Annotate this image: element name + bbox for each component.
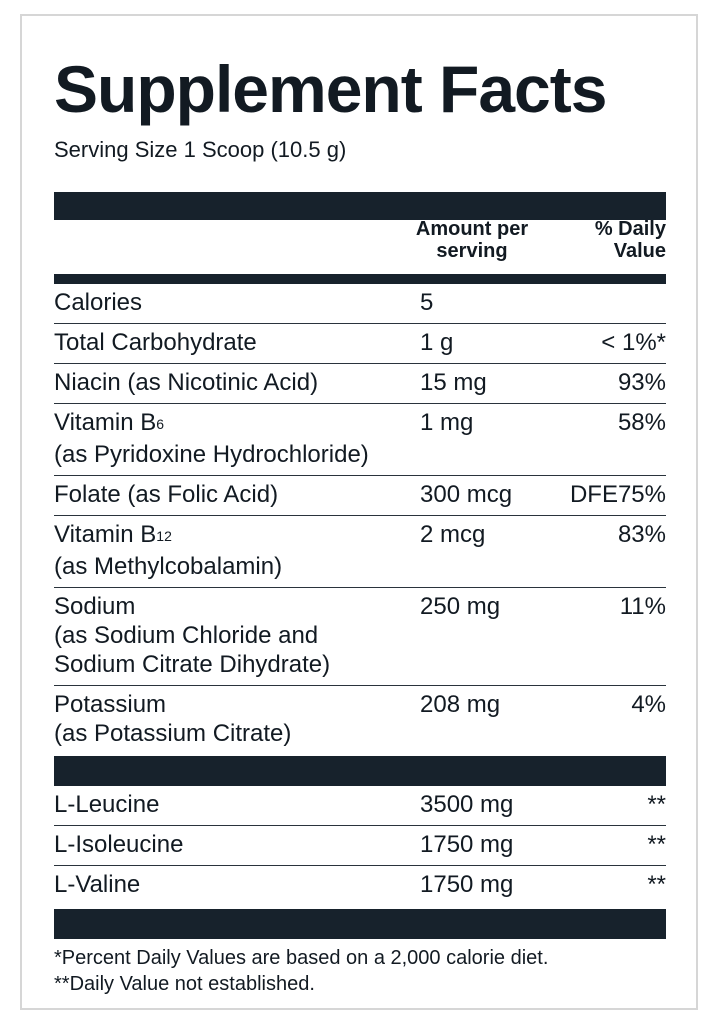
nutrient-amount: 208 mg	[420, 691, 501, 718]
nutrient-name: Total Carbohydrate	[54, 329, 257, 356]
amino-acid-name: L-Leucine	[54, 791, 160, 818]
nutrient-name: Niacin (as Nicotinic Acid)	[54, 369, 319, 396]
amount-per-serving-header: Amount per serving	[415, 218, 529, 262]
nutrient-row	[54, 516, 666, 588]
serving-size: Serving Size 1 Scoop (10.5 g)	[54, 137, 347, 162]
nutrient-amount: 15 mg	[420, 369, 487, 396]
nutrient-name-main: Vitamin B	[54, 409, 157, 436]
amino-acid-dv: **	[647, 791, 666, 818]
nutrient-dv: 83%	[617, 521, 666, 548]
nutrient-name	[54, 690, 420, 748]
footnotes	[54, 945, 666, 997]
amino-acid-amount: 1750 mg	[420, 871, 514, 898]
nutrient-row	[54, 284, 666, 324]
amino-acid-dv: **	[647, 871, 666, 898]
nutrient-name	[54, 520, 420, 581]
nutrient-amount: 1 mg	[420, 409, 474, 436]
nutrient-row	[54, 588, 666, 686]
nutrient-dv: 11%	[619, 593, 666, 620]
top-divider-bar	[54, 192, 666, 220]
nutrient-name-subscript: 6	[156, 416, 165, 432]
nutrient-name	[54, 408, 420, 469]
amino-acid-name: L-Isoleucine	[54, 831, 184, 858]
nutrient-dv: < 1%*	[601, 329, 666, 356]
amino-acid-amount: 1750 mg	[420, 831, 514, 858]
nutrient-row	[54, 686, 666, 754]
nutrient-name-subscript: 12	[156, 528, 172, 544]
nutrient-row	[54, 324, 666, 364]
nutrient-name-detail: (as Potassium Citrate)	[54, 720, 292, 747]
nutrient-name-main: Vitamin B	[54, 521, 157, 548]
nutrient-name: Folate (as Folic Acid)	[54, 481, 279, 508]
header-divider-bar	[54, 274, 666, 284]
nutrient-amount: 300 mcg	[420, 481, 513, 508]
nutrient-name-detail: Sodium Citrate Dihydrate)	[54, 651, 331, 678]
nutrient-amount: 1 g	[420, 329, 454, 356]
bottom-divider-bar	[54, 909, 666, 939]
nutrient-dv: 4%	[631, 691, 666, 718]
footnote-daily-values: *Percent Daily Values are based on a 2,000 calorie diet.	[54, 947, 549, 969]
nutrient-name-detail: (as Methylcobalamin)	[54, 553, 283, 580]
nutrient-name-detail: (as Sodium Chloride and	[54, 622, 319, 649]
amino-acid-row	[54, 866, 666, 905]
nutrient-name	[54, 592, 420, 679]
label-content	[54, 52, 666, 997]
nutrient-name: Calories	[54, 289, 143, 316]
nutrient-dv: DFE75%	[569, 481, 666, 508]
section-divider-bar	[54, 756, 666, 786]
amino-acid-row	[54, 826, 666, 866]
nutrient-amount: 5	[420, 289, 434, 316]
nutrient-dv: 58%	[617, 409, 666, 436]
label-title: Supplement Facts	[54, 52, 607, 126]
column-header	[54, 220, 666, 274]
amino-acid-name: L-Valine	[54, 871, 141, 898]
nutrient-amount: 2 mcg	[420, 521, 486, 548]
nutrient-row	[54, 476, 666, 516]
nutrient-dv: 93%	[617, 369, 666, 396]
nutrient-dv	[550, 288, 666, 317]
footnote-not-established: **Daily Value not established.	[54, 973, 315, 995]
nutrient-name-detail: (as Pyridoxine Hydrochloride)	[54, 441, 369, 468]
amino-acid-dv: **	[647, 831, 666, 858]
nutrient-amount: 250 mg	[420, 593, 501, 620]
amino-acid-row	[54, 786, 666, 826]
nutrient-name-main: Sodium	[54, 593, 136, 620]
supplement-facts-panel	[20, 14, 698, 1010]
amino-acid-amount: 3500 mg	[420, 791, 514, 818]
daily-value-header: % Daily Value	[594, 218, 666, 262]
nutrient-row	[54, 364, 666, 404]
nutrient-name-main: Potassium	[54, 691, 167, 718]
nutrient-row	[54, 404, 666, 476]
